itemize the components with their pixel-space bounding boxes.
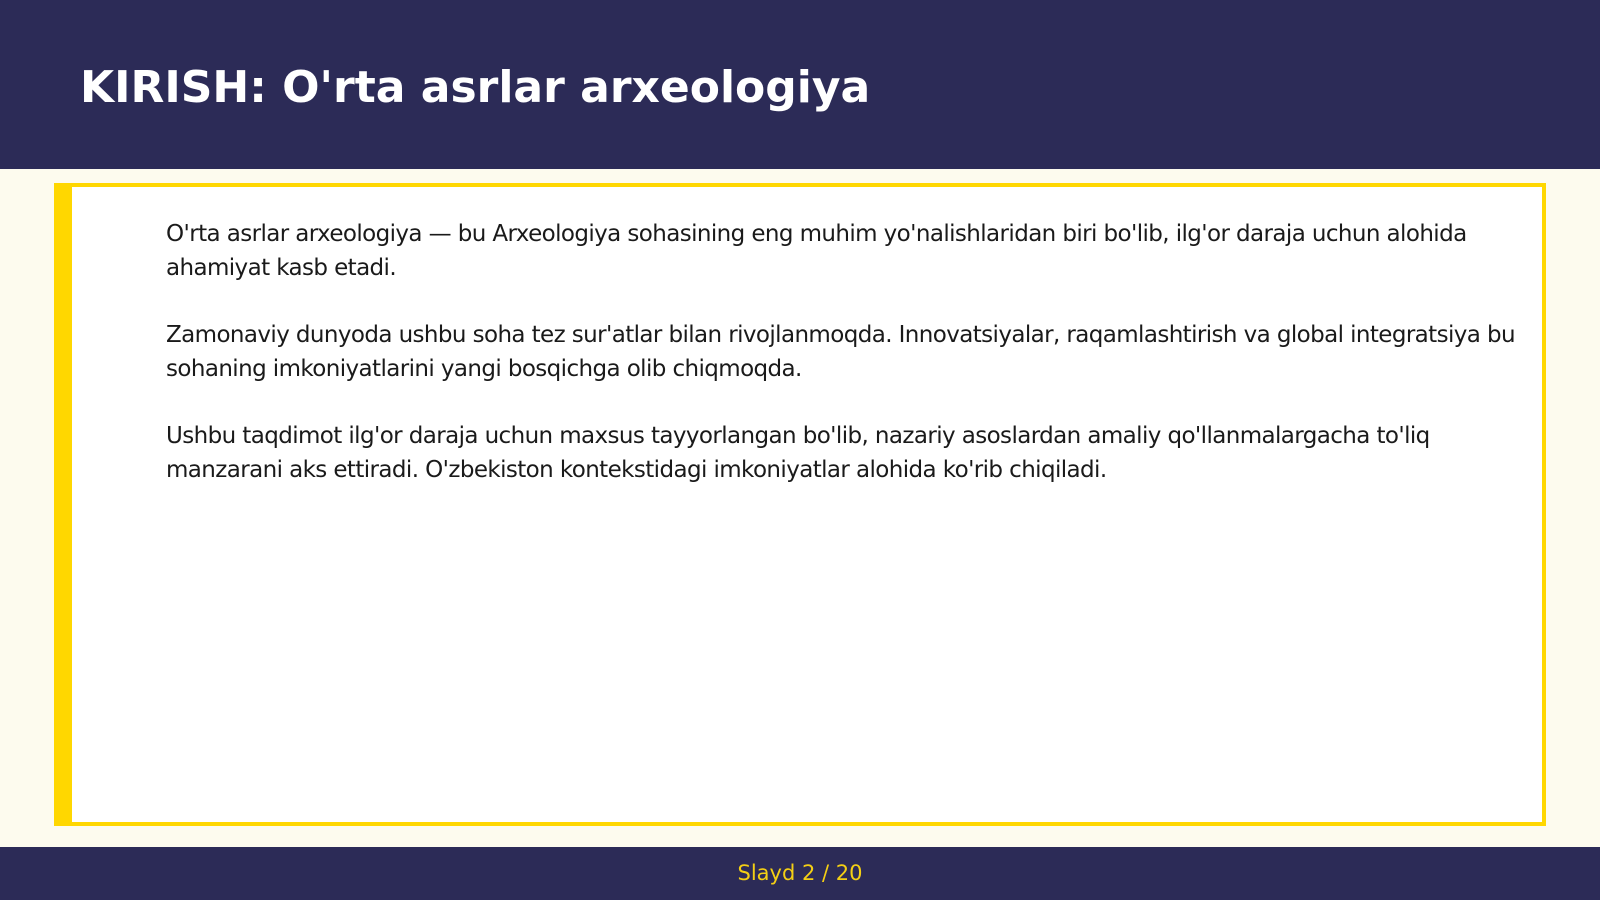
slide-title: KIRISH: O'rta asrlar arxeologiya	[80, 62, 871, 113]
content-panel	[54, 183, 1546, 826]
paragraph-presentation-scope: Ushbu taqdimot ilg'or daraja uchun maxsus tayyorlangan bo'lib, nazariy asoslardan amaliy qo'llanmalargacha to'liq manzarani aks ettiradi. O'zbekiston kontekstidagi imkoniyatlar alohida ko'rib chiqiladi.	[166, 423, 1430, 483]
content-text	[166, 217, 1546, 520]
slide-header	[0, 0, 1600, 169]
paragraph-modern-world: Zamonaviy dunyoda ushbu soha tez sur'atlar bilan rivojlanmoqda. Innovatsiyalar, raqamlashtirish va global integratsiya bu sohaning imkoniyatlarini yangi bosqichga olib chiqmoqda.	[166, 322, 1515, 382]
slide-footer	[0, 847, 1600, 900]
paragraph-intro: O'rta asrlar arxeologiya — bu Arxeologiya sohasining eng muhim yo'nalishlaridan biri bo'lib, ilg'or daraja uchun alohida ahamiyat kasb etadi.	[166, 221, 1467, 281]
slide-number: Slayd 2 / 20	[737, 861, 863, 885]
